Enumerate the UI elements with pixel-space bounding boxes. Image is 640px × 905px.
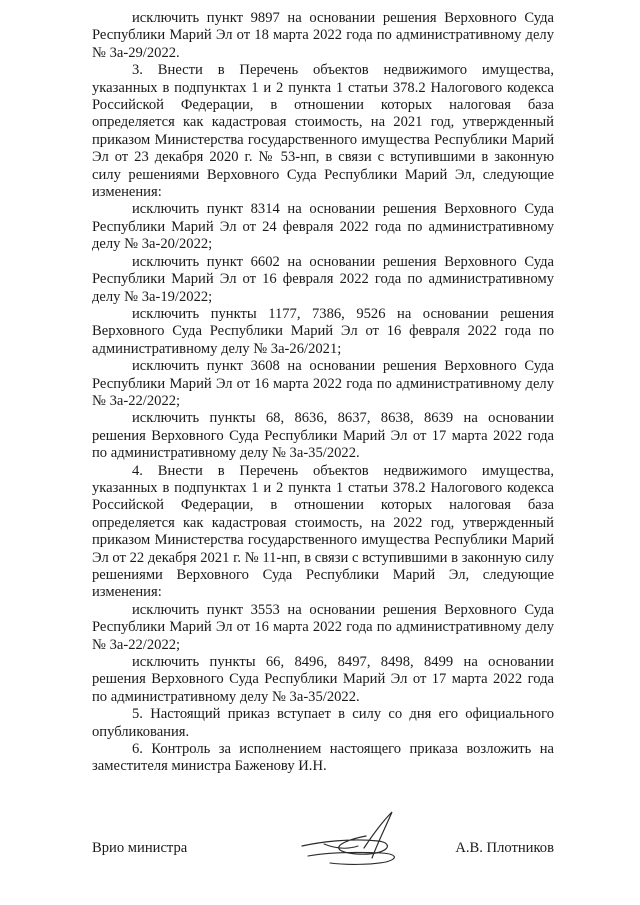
paragraph-exclude-1177-7386-9526: исключить пункты 1177, 7386, 9526 на основании решения Верховного Суда Республики Марий Эл от 16 февраля 2022 года по административному делу № 3а-26/2021; xyxy=(92,305,554,357)
paragraph-exclude-68-8639: исключить пункты 68, 8636, 8637, 8638, 8639 на основании решения Верховного Суда Республики Марий Эл от 17 марта 2022 года по административному делу № 3а-35/2022. xyxy=(92,410,554,462)
paragraph-exclude-3553: исключить пункт 3553 на основании решения Верховного Суда Республики Марий Эл от 16 марта 2022 года по административному делу № 3а-22/2022; xyxy=(92,601,554,653)
paragraph-section-6: 6. Контроль за исполнением настоящего приказа возложить на заместителя министра Баженову И.Н. xyxy=(92,741,554,775)
paragraph-exclude-8314: исключить пункт 8314 на основании решения Верховного Суда Республики Марий Эл от 24 февраля 2022 года по административному делу № 3а-20/2022; xyxy=(92,201,554,253)
paragraph-exclude-6602: исключить пункт 6602 на основании решения Верховного Суда Республики Марий Эл от 16 февраля 2022 года по административному делу № 3а-19/2022; xyxy=(92,253,554,305)
signatory-name: А.В. Плотников xyxy=(455,840,554,856)
signature-block xyxy=(92,840,554,860)
paragraph-section-3: 3. Внести в Перечень объектов недвижимого имущества, указанных в подпунктах 1 и 2 пункта 1 статьи 378.2 Налогового кодекса Российской Федерации, в отношении которых налоговая база определяется как кадастровая стоимость, на 2021 год, утвержденный приказом Министерства государственного имущества Республики Марий Эл от 23 декабря 2020 г. № 53-нп, в связи с вступившими в законную силу решениями Верховного Суда Республики Марий Эл, следующие изменения: xyxy=(92,62,554,201)
paragraph-exclude-3608: исключить пункт 3608 на основании решения Верховного Суда Республики Марий Эл от 16 марта 2022 года по административному делу № 3а-22/2022; xyxy=(92,358,554,409)
signatory-position: Врио министра xyxy=(92,840,188,856)
paragraph-exclude-66-8499: исключить пункты 66, 8496, 8497, 8498, 8499 на основании решения Верховного Суда Республики Марий Эл от 17 марта 2022 года по административному делу № 3а-35/2022. xyxy=(92,654,554,705)
paragraph-section-4: 4. Внести в Перечень объектов недвижимого имущества, указанных в подпунктах 1 и 2 пункта 1 статьи 378.2 Налогового кодекса Российской Федерации, в отношении которых налоговая база определяется как кадастровая стоимость, на 2022 год, утвержденный приказом Министерства государственного имущества Республики Марий Эл от 22 декабря 2021 г. № 11-нп, в связи с вступившими в законную силу решениями Верховного Суда Республики Марий Эл, следующие изменения: xyxy=(92,462,554,601)
paragraph-section-5: 5. Настоящий приказ вступает в силу со дня его официального опубликования. xyxy=(92,706,554,740)
paragraph-exclude-9897: исключить пункт 9897 на основании решения Верховного Суда Республики Марий Эл от 18 марта 2022 года по административному делу № 3а-29/2022. xyxy=(92,10,554,61)
document-body xyxy=(92,10,554,776)
